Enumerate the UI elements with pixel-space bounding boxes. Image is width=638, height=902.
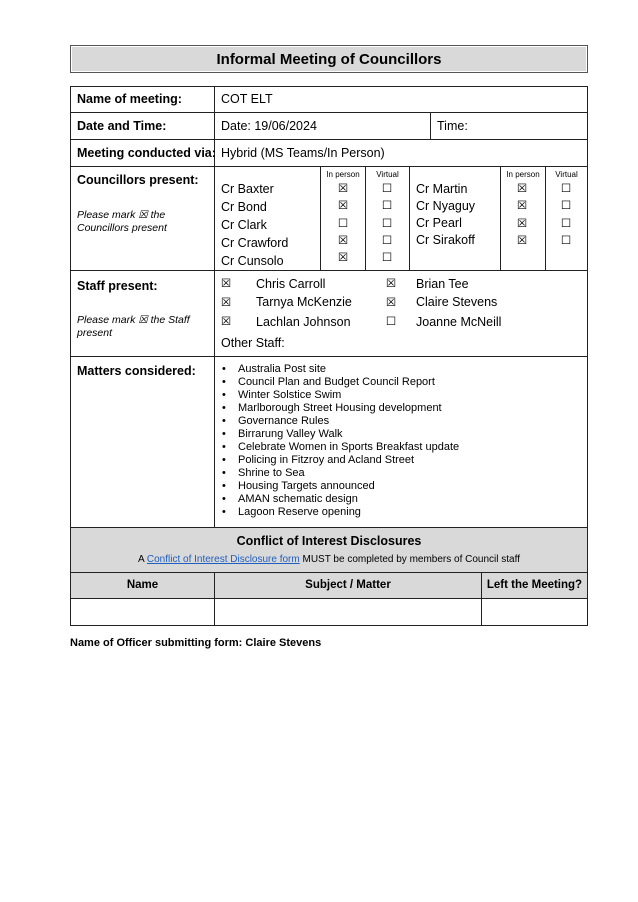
staff-name: Chris Carroll <box>256 277 326 291</box>
column-header-subject: Subject / Matter <box>305 579 391 591</box>
staff-checkbox[interactable]: ☒ <box>220 297 232 309</box>
conflict-title: Conflict of Interest Disclosures <box>236 534 422 548</box>
row-divider <box>70 112 588 113</box>
table-border <box>70 625 588 626</box>
staff-checkbox[interactable]: ☒ <box>220 278 232 290</box>
list-item: • Marlborough Street Housing development <box>221 402 459 415</box>
staff-checkbox[interactable]: ☒ <box>385 297 397 309</box>
row-divider <box>70 166 588 167</box>
list-item: • AMAN schematic design <box>221 493 459 506</box>
column-header-left-meeting: Left the Meeting? <box>486 579 583 591</box>
councillor-name: Cr Pearl <box>416 216 462 230</box>
column-divider <box>409 166 410 270</box>
staff-checkbox[interactable]: ☐ <box>385 316 397 328</box>
councillor-name: Cr Cunsolo <box>221 254 284 268</box>
column-divider <box>320 166 321 270</box>
conflict-note-prefix: A <box>137 554 147 565</box>
row-divider <box>70 572 588 573</box>
virtual-checkbox[interactable]: ☐ <box>560 218 572 230</box>
staff-name: Joanne McNeill <box>416 315 502 329</box>
councillor-name: Cr Sirakoff <box>416 233 475 247</box>
list-item: • Australia Post site <box>221 363 459 376</box>
column-divider <box>481 572 482 625</box>
column-divider <box>430 112 431 139</box>
list-item: • Birrarung Valley Walk <box>221 428 459 441</box>
table-border <box>70 86 588 87</box>
virtual-header: Virtual <box>376 170 399 179</box>
staff-note: Please mark ☒ the Staff present <box>77 314 190 339</box>
virtual-checkbox[interactable]: ☐ <box>560 183 572 195</box>
staff-label: Staff present: <box>77 279 158 293</box>
column-divider <box>545 166 546 270</box>
column-divider <box>500 166 501 270</box>
councillor-name: Cr Bond <box>221 200 267 214</box>
in-person-checkbox[interactable]: ☒ <box>337 183 349 195</box>
list-item: • Shrine to Sea <box>221 467 459 480</box>
councillor-name: Cr Crawford <box>221 236 289 250</box>
virtual-checkbox[interactable]: ☐ <box>381 218 393 230</box>
list-item: • Housing Targets announced <box>221 480 459 493</box>
councillors-note: Please mark ☒ the Councillors present <box>77 209 167 234</box>
column-divider <box>214 572 215 625</box>
list-item: • Governance Rules <box>221 415 459 428</box>
row-divider <box>70 139 588 140</box>
conflict-form-link[interactable]: Conflict of Interest Disclosure form <box>146 554 300 565</box>
column-divider <box>365 166 366 270</box>
in-person-checkbox[interactable]: ☒ <box>337 200 349 212</box>
matters-list <box>221 363 459 519</box>
in-person-checkbox[interactable]: ☒ <box>337 252 349 264</box>
conducted-via-value: Hybrid (MS Teams/In Person) <box>221 146 385 160</box>
conflict-note-suffix: MUST be completed by members of Council staff <box>299 554 520 565</box>
date-time-label: Date and Time: <box>77 119 167 133</box>
councillor-name: Cr Nyaguy <box>416 199 476 213</box>
staff-checkbox[interactable]: ☒ <box>385 278 397 290</box>
in-person-checkbox[interactable]: ☒ <box>337 235 349 247</box>
list-item: • Celebrate Women in Sports Breakfast update <box>221 441 459 454</box>
virtual-checkbox[interactable]: ☐ <box>381 252 393 264</box>
list-item: • Policing in Fitzroy and Acland Street <box>221 454 459 467</box>
list-item: • Council Plan and Budget Council Report <box>221 376 459 389</box>
row-divider <box>70 270 588 271</box>
table-border <box>587 86 588 626</box>
virtual-checkbox[interactable]: ☐ <box>560 200 572 212</box>
in-person-header: In person <box>506 170 540 179</box>
staff-name: Brian Tee <box>416 277 469 291</box>
virtual-header: Virtual <box>555 170 578 179</box>
virtual-checkbox[interactable]: ☐ <box>560 235 572 247</box>
time-label: Time: <box>437 119 468 133</box>
councillor-name: Cr Baxter <box>221 182 274 196</box>
in-person-checkbox[interactable]: ☐ <box>337 218 349 230</box>
form-title: Informal Meeting of Councillors <box>70 45 588 73</box>
councillor-name: Cr Clark <box>221 218 267 232</box>
conflict-note <box>71 554 587 565</box>
staff-name: Claire Stevens <box>416 295 498 309</box>
staff-name: Lachlan Johnson <box>256 315 351 329</box>
other-staff-label: Other Staff: <box>221 336 285 350</box>
councillor-name: Cr Martin <box>416 182 468 196</box>
submitting-officer: Name of Officer submitting form: Claire Stevens <box>70 637 322 649</box>
councillors-label: Councillors present: <box>77 173 199 187</box>
in-person-checkbox[interactable]: ☒ <box>516 235 528 247</box>
staff-checkbox[interactable]: ☒ <box>220 316 232 328</box>
column-header-name: Name <box>126 579 159 591</box>
meeting-name-value: COT ELT <box>221 92 273 106</box>
date-value: Date: 19/06/2024 <box>221 119 317 133</box>
list-item: • Winter Solstice Swim <box>221 389 459 402</box>
in-person-checkbox[interactable]: ☒ <box>516 218 528 230</box>
row-divider <box>70 356 588 357</box>
conducted-via-label: Meeting conducted via: <box>77 146 216 160</box>
virtual-checkbox[interactable]: ☐ <box>381 235 393 247</box>
in-person-checkbox[interactable]: ☒ <box>516 200 528 212</box>
list-item: • Lagoon Reserve opening <box>221 506 459 519</box>
virtual-checkbox[interactable]: ☐ <box>381 183 393 195</box>
matters-label: Matters considered: <box>77 364 196 378</box>
staff-name: Tarnya McKenzie <box>256 295 352 309</box>
virtual-checkbox[interactable]: ☐ <box>381 200 393 212</box>
in-person-header: In person <box>326 170 360 179</box>
row-divider <box>70 598 588 599</box>
meeting-name-label: Name of meeting: <box>77 92 182 106</box>
in-person-checkbox[interactable]: ☒ <box>516 183 528 195</box>
